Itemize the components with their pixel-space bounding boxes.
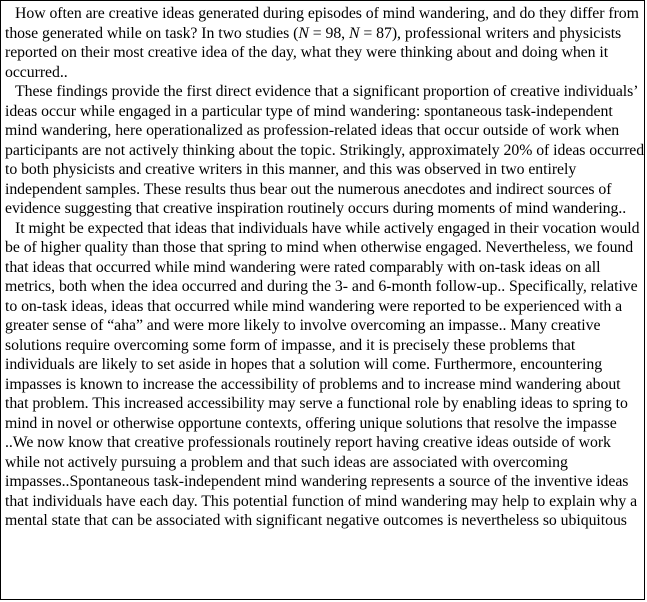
paragraph-1-text-a: How often are creative ideas generated during episodes of mind wandering, and do they differ from those generated while on task? In two studies ( [5, 5, 639, 42]
n-symbol-1: N [298, 24, 309, 42]
paragraph-1 [5, 4, 645, 82]
paragraph-2: These findings provide the first direct evidence that a significant proportion of creative individuals’ ideas occur while engaged in a particular type of mind wandering: spontaneous task-independent mind wandering, here operationalized as profession-related ideas that occur outside of work when participants are not actively thinking about the topic. Strikingly, approximately 20% of ideas occurred to both physicists and creative writers in this manner, and this was observed in two entirely independent samples. These results thus bear out the numerous anecdotes and indirect sources of evidence suggesting that creative inspiration routinely occurs during moments of mind wandering.. [5, 83, 645, 217]
n-symbol-2: N [348, 24, 360, 42]
document-text [5, 4, 645, 531]
paragraph-1-text-c: = 87), professional writers and physicists reported on their most creative idea of the day, what they were thinking about and doing when it occurred.. [5, 24, 622, 81]
paragraph-1-text-b: = 98, [308, 24, 349, 42]
paragraph-3: It might be expected that ideas that individuals have while actively engaged in their vocation would be of higher quality than those that spring to mind when otherwise engaged. Nevertheless, we found that ideas that occurred while mind wandering were rated comparably with on-task ideas on all metrics, both when the idea occurred and during the 3- and 6-month follow-up.. Specifically, relative to on-task ideas, ideas that occurred while mind wandering were reported to be experienced with a greater sense of “aha” and were more likely to involve overcoming an impasse.. Many creative solutions require overcoming some form of impasse, and it is precisely these problems that individuals are likely to set aside in hopes that a solution will come. Furthermore, encountering impasses is known to increase the accessibility of problems and to increase mind wandering about that problem. This increased accessibility may serve a functional role by enabling ideas to spring to mind in novel or otherwise opportune contexts, offering unique solutions that resolve the impasse ..We now know that creative professionals routinely report having creative ideas outside of work while not actively pursuing a problem and that such ideas are associated with overcoming impasses..Spontaneous task-independent mind wandering represents a source of the inventive ideas that individuals have each day. This potential function of mind wandering may help to explain why a mental state that can be associated with significant negative outcomes is nevertheless so ubiquitous [5, 219, 640, 529]
